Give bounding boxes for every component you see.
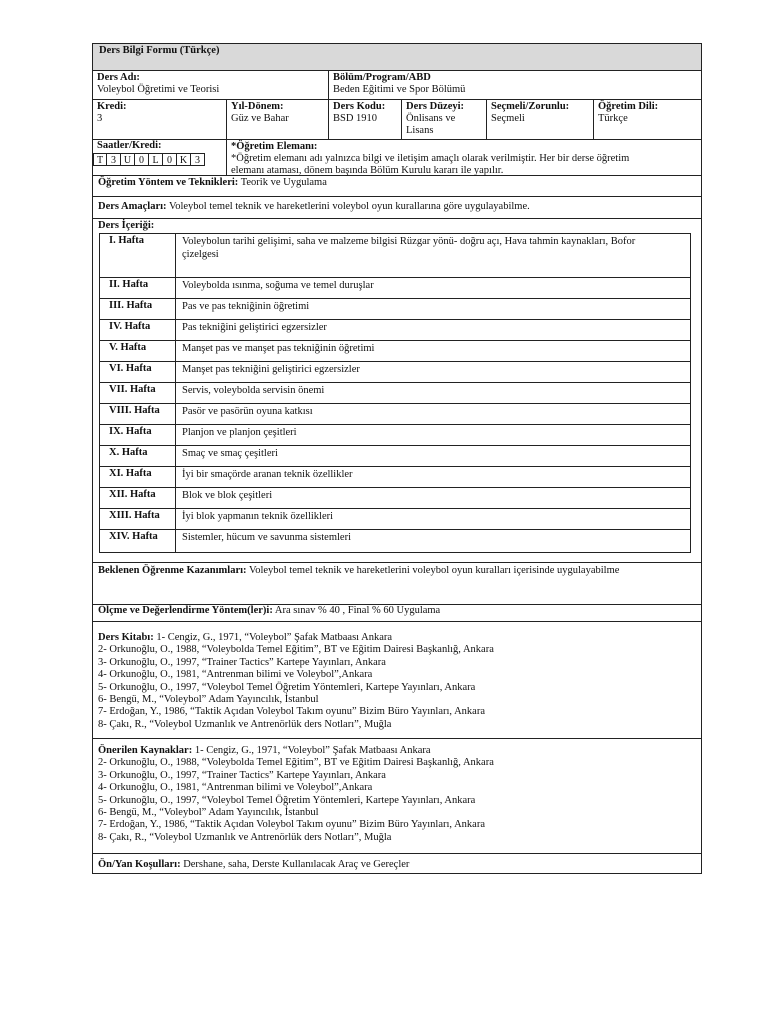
textbook-item: 3- Orkunoğlu, O., 1997, “Trainer Tactics” Kartepe Yayınları, Ankara (98, 656, 386, 668)
week-number: VII. Hafta (100, 383, 176, 403)
method-row (93, 176, 701, 197)
department-value: Beden Eğitimi ve Spor Bölümü (333, 84, 466, 95)
course-level-cell (402, 100, 487, 139)
hours-cell-t: T (93, 153, 107, 166)
year-term-label: Yıl-Dönem: (231, 101, 284, 112)
week-topic: Blok ve blok çeşitleri (182, 490, 273, 501)
credit-row (93, 100, 701, 140)
hours-credit-grid (93, 153, 205, 166)
form-title: Ders Bilgi Formu (Türkçe) (99, 45, 220, 56)
week-number: XIV. Hafta (100, 530, 176, 552)
week-topic: Pas ve pas tekniğinin öğretimi (182, 301, 310, 312)
textbook-item: 6- Bengü, M., “Voleybol” Adam Yayıncılık, İstanbul (98, 694, 319, 706)
hours-cell-u: U (121, 153, 135, 166)
recommended-list (98, 745, 696, 844)
weekly-plan-table (99, 233, 691, 553)
week-topic: Manşet pas ve manşet pas tekniğinin öğretimi (182, 343, 375, 354)
recommended-first: 1- Cengiz, G., 1971, “Voleybol” Şafak Matbaası Ankara (194, 745, 431, 756)
outcomes-label: Beklenen Öğrenme Kazanımları: (98, 565, 247, 576)
content-label: Ders İçeriği: (98, 220, 155, 231)
language-cell (594, 100, 701, 139)
hours-label: Saatler/Kredi: (97, 140, 162, 151)
week-row (100, 362, 690, 383)
year-term-cell (227, 100, 329, 139)
instructor-note-line-2: elemanı ataması, dönem başında Bölüm Kurulu kararı ile yapılır. (231, 165, 504, 176)
week-topic: Voleybolda ısınma, soğuma ve temel duruşlar (182, 280, 374, 291)
department-label: Bölüm/Program/ABD (333, 72, 431, 83)
method-line (98, 177, 696, 189)
textbook-item: 8- Çakı, R., “Voleybol Uzmanlık ve Antrenörlük ders Notları”, Muğla (98, 718, 392, 730)
week-number: VI. Hafta (100, 362, 176, 382)
recommended-item: 7- Erdoğan, Y., 1986, “Taktik Açıdan Voleybol Takım oyunu” Bizim Büro Yayınları, Ankara (98, 819, 485, 831)
week-row (100, 341, 690, 362)
instructor-cell (227, 140, 701, 175)
assessment-row (93, 605, 701, 622)
credit-label: Kredi: (97, 101, 127, 112)
elective-value: Seçmeli (491, 113, 525, 124)
course-info-form (92, 43, 702, 874)
week-number: X. Hafta (100, 446, 176, 466)
method-value: Teorik ve Uygulama (240, 177, 327, 188)
outcomes-row (93, 563, 701, 605)
method-label: Öğretim Yöntem ve Teknikleri: (98, 177, 239, 188)
objectives-label: Ders Amaçları: (98, 201, 167, 212)
hours-cell-k: K (177, 153, 191, 166)
course-name-row (93, 71, 701, 100)
outcomes-value: Voleybol temel teknik ve hareketlerini voleybol oyun kuralları içerisinde uygulayabilme (248, 565, 620, 576)
hours-cell-t-value: 3 (107, 153, 121, 166)
textbook-first: 1- Cengiz, G., 1971, “Voleybol” Şafak Matbaası Ankara (156, 632, 393, 643)
form-title-row (93, 44, 701, 71)
recommended-item: 8- Çakı, R., “Voleybol Uzmanlık ve Antrenörlük ders Notları”, Muğla (98, 831, 392, 843)
objectives-value: Voleybol temel teknik ve hareketlerini voleybol oyun kurallarına göre uygulayabilme. (168, 201, 530, 212)
week-row (100, 425, 690, 446)
credit-cell (93, 100, 227, 139)
week-row (100, 446, 690, 467)
textbook-item: 2- Orkunoğlu, O., 1988, “Voleybolda Temel Eğitim”, BT ve Eğitim Dairesi Başkanlığ, Ankara (98, 644, 494, 656)
year-term-value: Güz ve Bahar (231, 113, 289, 124)
recommended-item: 3- Orkunoğlu, O., 1997, “Trainer Tactics” Kartepe Yayınları, Ankara (98, 769, 386, 781)
week-number: VIII. Hafta (100, 404, 176, 424)
week-row (100, 404, 690, 425)
course-code-value: BSD 1910 (333, 113, 378, 124)
course-name-cell (93, 71, 329, 99)
week-number: III. Hafta (100, 299, 176, 319)
prerequisites-row (93, 854, 701, 873)
textbook-item: 5- Orkunoğlu, O., 1997, “Voleybol Temel Öğretim Yöntemleri, Kartepe Yayınları, Ankara (98, 681, 476, 693)
credit-value: 3 (97, 113, 103, 124)
course-level-value: Önlisans ve Lisans (406, 113, 456, 136)
recommended-item: 4- Orkunoğlu, O., 1981, “Antrenman bilimi ve Voleybol”,Ankara (98, 782, 373, 794)
prerequisites-line (98, 859, 696, 871)
course-name-label: Ders Adı: (97, 72, 140, 83)
course-name-value: Voleybol Öğretimi ve Teorisi (97, 84, 220, 95)
prerequisites-label: Ön/Yan Koşulları: (98, 859, 181, 870)
instructor-note-line-1: *Öğretim elemanı adı yalnızca bilgi ve iletişim amaçlı olarak verilmiştir. Her bir derse öğretim (231, 153, 630, 164)
textbook-list (98, 632, 696, 731)
recommended-item: 2- Orkunoğlu, O., 1988, “Voleybolda Temel Eğitim”, BT ve Eğitim Dairesi Başkanlığ, Ankara (98, 757, 494, 769)
week-topic: Pas tekniğini geliştirici egzersizler (182, 322, 327, 333)
hours-cell-l-value: 0 (163, 153, 177, 166)
textbook-label: Ders Kitabı: (98, 632, 154, 643)
hours-cell-u-value: 0 (135, 153, 149, 166)
outcomes-line (98, 565, 696, 577)
language-value: Türkçe (598, 113, 628, 124)
objectives-line (98, 201, 696, 213)
prerequisites-value: Dershane, saha, Derste Kullanılacak Araç ve Gereçler (183, 859, 410, 870)
hours-row (93, 140, 701, 176)
instructor-label: *Öğretim Elemanı: (231, 141, 318, 152)
week-row (100, 320, 690, 341)
recommended-item (98, 745, 696, 757)
textbook-item (98, 632, 696, 644)
week-row (100, 234, 690, 278)
course-level-label: Ders Düzeyi: (406, 101, 465, 112)
textbook-item: 7- Erdoğan, Y., 1986, “Taktik Açıdan Voleybol Takım oyunu” Bizim Büro Yayınları, Ankara (98, 706, 485, 718)
department-cell (329, 71, 701, 99)
week-number: XI. Hafta (100, 467, 176, 487)
week-number: IX. Hafta (100, 425, 176, 445)
assessment-label: Ölçme ve Değerlendirme Yöntem(ler)i: (98, 605, 273, 616)
week-row (100, 488, 690, 509)
week-topic: Manşet pas tekniğini geliştirici egzersizler (182, 364, 360, 375)
course-code-label: Ders Kodu: (333, 101, 386, 112)
week-topic: Smaç ve smaç çeşitleri (182, 448, 278, 459)
week-row (100, 509, 690, 530)
language-label: Öğretim Dili: (598, 101, 659, 112)
objectives-row (93, 197, 701, 219)
week-topic: Sistemler, hücum ve savunma sistemleri (182, 532, 352, 543)
week-row (100, 299, 690, 320)
content-heading (98, 220, 696, 232)
week-number: I. Hafta (100, 234, 176, 277)
textbook-item: 4- Orkunoğlu, O., 1981, “Antrenman bilimi ve Voleybol”,Ankara (98, 669, 373, 681)
elective-label: Seçmeli/Zorunlu: (491, 101, 570, 112)
week-number: IV. Hafta (100, 320, 176, 340)
week-row (100, 278, 690, 299)
week-topic: Pasör ve pasörün oyuna katkısı (182, 406, 313, 417)
recommended-item: 6- Bengü, M., “Voleybol” Adam Yayıncılık, İstanbul (98, 807, 319, 819)
week-row (100, 383, 690, 404)
hours-cell-k-value: 3 (191, 153, 205, 166)
week-topic (176, 234, 690, 277)
week-topic-line: çizelgesi (182, 249, 219, 260)
assessment-value: Ara sınav % 40 , Final % 60 Uygulama (274, 605, 441, 616)
week-number: XII. Hafta (100, 488, 176, 508)
assessment-line (98, 605, 696, 617)
recommended-label: Önerilen Kaynaklar: (98, 745, 193, 756)
week-row (100, 467, 690, 488)
hours-cell-l: L (149, 153, 163, 166)
week-row (100, 530, 690, 552)
week-topic: İyi blok yapmanın teknik özellikleri (182, 511, 334, 522)
course-code-cell (329, 100, 402, 139)
textbook-section (93, 622, 701, 739)
week-topic: Servis, voleybolda servisin önemi (182, 385, 325, 396)
hours-cell (93, 140, 227, 175)
week-topic: İyi bir smaçörde aranan teknik özellikler (182, 469, 353, 480)
recommended-item: 5- Orkunoğlu, O., 1997, “Voleybol Temel Öğretim Yöntemleri, Kartepe Yayınları, Ankara (98, 794, 476, 806)
recommended-section (93, 739, 701, 854)
week-number: II. Hafta (100, 278, 176, 298)
content-section (93, 219, 701, 563)
elective-cell (487, 100, 594, 139)
week-topic: Planjon ve planjon çeşitleri (182, 427, 297, 438)
week-number: XIII. Hafta (100, 509, 176, 529)
week-topic-line: Voleybolun tarihi gelişimi, saha ve malzeme bilgisi Rüzgar yönü- doğru açı, Hava tahmin kaynakları, Bofor (182, 236, 636, 247)
week-number: V. Hafta (100, 341, 176, 361)
